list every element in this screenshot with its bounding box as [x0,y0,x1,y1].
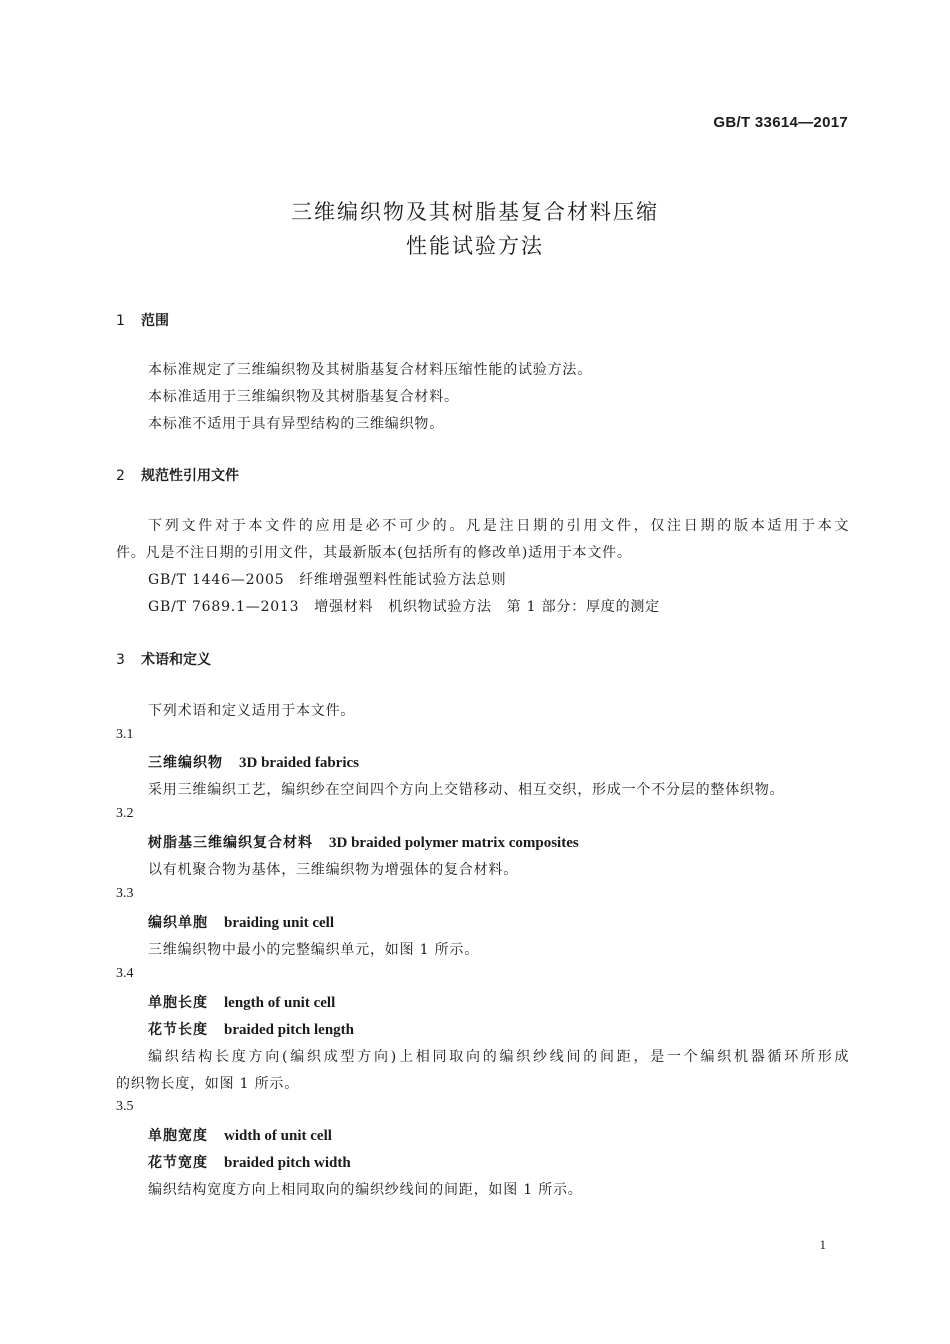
term-chinese: 树脂基三维编织复合材料 [148,835,313,851]
term-entry-synonym [148,1019,354,1039]
section-number: 1 [116,313,125,329]
section-heading-scope [116,310,169,330]
term-chinese: 三维编织物 [148,755,223,771]
section-title: 术语和定义 [141,652,211,668]
section-heading-normative-references [116,465,239,485]
paragraph-line: 下列文件对于本文件的应用是必不可少的。凡是注日期的引用文件，仅注日期的版本适用于本文 [148,518,849,534]
section-number: 3 [116,652,125,668]
term-definition: 编织结构宽度方向上相同取向的编织纱线间的间距，如图 1 所示。 [148,1182,583,1198]
paragraph: 本标准适用于三维编织物及其树脂基复合材料。 [148,389,459,405]
term-chinese: 编织单胞 [148,915,208,931]
paragraph: 本标准不适用于具有异型结构的三维编织物。 [148,416,444,432]
term-definition: 以有机聚合物为基体，三维编织物为增强体的复合材料。 [148,862,518,878]
term-chinese: 单胞宽度 [148,1128,208,1144]
term-number: 3.2 [116,806,134,821]
term-number: 3.3 [116,886,134,901]
term-number: 3.5 [116,1099,134,1114]
standard-code: GB/T 33614—2017 [713,114,848,131]
section-number: 2 [116,468,125,484]
term-entry [148,832,579,852]
term-english: 3D braided polymer matrix composites [329,835,579,851]
term-english: width of unit cell [224,1128,332,1144]
term-definition-line: 编织结构长度方向(编织成型方向)上相同取向的编织纱线间的间距，是一个编织机器循环所形成 [148,1049,849,1065]
term-definition: 三维编织物中最小的完整编织单元，如图 1 所示。 [148,942,480,958]
term-entry-synonym [148,1152,351,1172]
term-number: 3.1 [116,727,134,742]
term-number: 3.4 [116,966,134,981]
term-chinese: 花节长度 [148,1022,208,1038]
term-entry [148,1125,332,1145]
term-english: braided pitch width [224,1155,351,1171]
section-heading-terms-definitions [116,649,211,669]
term-english: length of unit cell [224,995,336,1011]
title-line-2: 性能试验方法 [406,234,544,258]
term-english: 3D braided fabrics [239,755,359,771]
term-chinese: 单胞长度 [148,995,208,1011]
reference-item: GB/T 7689.1—2013 增强材料 机织物试验方法 第 1 部分：厚度的测定 [148,599,660,615]
page-number: 1 [819,1237,826,1252]
section-title: 范围 [141,313,169,329]
term-english: braided pitch length [224,1022,355,1038]
term-definition-line: 的织物长度，如图 1 所示。 [116,1076,300,1092]
term-chinese: 花节宽度 [148,1155,208,1171]
paragraph: 本标准规定了三维编织物及其树脂基复合材料压缩性能的试验方法。 [148,362,592,378]
term-entry [148,992,335,1012]
term-definition: 采用三维编织工艺，编织纱在空间四个方向上交错移动、相互交织，形成一个不分层的整体织物。 [148,782,785,798]
reference-item: GB/T 1446—2005 纤维增强塑料性能试验方法总则 [148,572,507,588]
term-english: braiding unit cell [224,915,335,931]
term-entry [148,752,359,772]
paragraph-line: 件。凡是不注日期的引用文件，其最新版本(包括所有的修改单)适用于本文件。 [116,545,632,561]
paragraph: 下列术语和定义适用于本文件。 [148,703,356,719]
title-line-1: 三维编织物及其树脂基复合材料压缩 [291,200,659,224]
term-entry [148,912,334,932]
section-title: 规范性引用文件 [141,468,239,484]
